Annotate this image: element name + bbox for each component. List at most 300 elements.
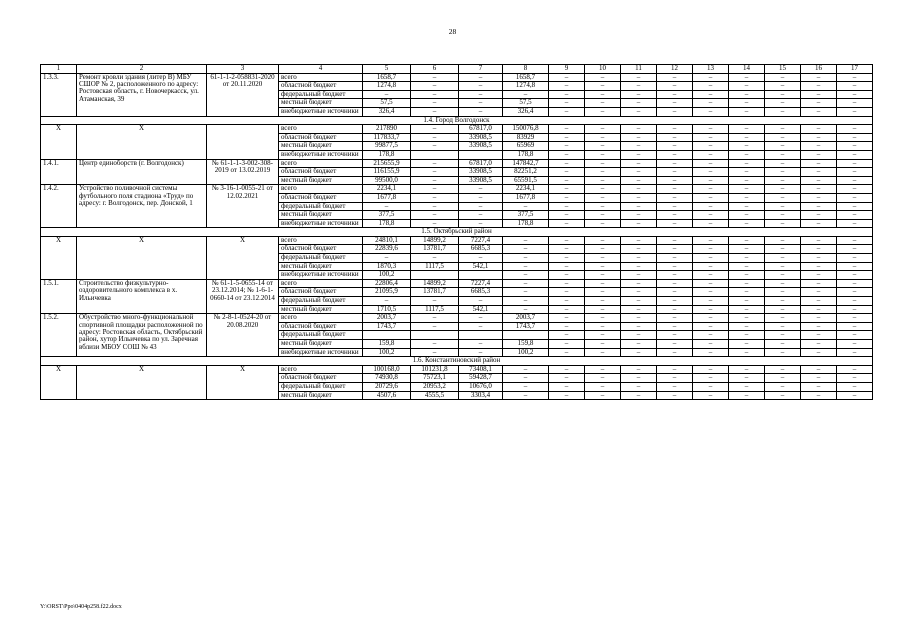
value-col-10: – bbox=[585, 365, 621, 374]
value-col-13: – bbox=[693, 322, 729, 331]
value-col-9: – bbox=[549, 133, 585, 142]
value-col-6: – bbox=[411, 193, 459, 202]
value-col-14: – bbox=[729, 305, 765, 314]
value-col-5 bbox=[363, 331, 411, 340]
value-col-13: – bbox=[693, 365, 729, 374]
funding-source: внебюджетные источники bbox=[279, 107, 363, 116]
value-col-17: – bbox=[837, 168, 873, 177]
value-col-8: 1677,8 bbox=[503, 193, 549, 202]
value-col-17: – bbox=[837, 322, 873, 331]
value-col-17: – bbox=[837, 348, 873, 357]
value-col-13: – bbox=[693, 99, 729, 108]
column-number: 16 bbox=[801, 65, 837, 74]
value-col-15: – bbox=[765, 245, 801, 254]
value-col-17: – bbox=[837, 279, 873, 288]
value-col-15: – bbox=[765, 322, 801, 331]
value-col-16: – bbox=[801, 254, 837, 263]
value-col-16: – bbox=[801, 125, 837, 134]
value-col-8: – bbox=[503, 236, 549, 245]
value-col-9: – bbox=[549, 211, 585, 220]
value-col-17: – bbox=[837, 150, 873, 159]
value-col-5: – bbox=[363, 202, 411, 211]
value-col-8: – bbox=[503, 271, 549, 280]
value-col-8: 2003,7 bbox=[503, 314, 549, 323]
value-col-7 bbox=[459, 150, 503, 159]
funding-source: областной бюджет bbox=[279, 288, 363, 297]
column-number: 1 bbox=[41, 65, 77, 74]
value-col-8: 178,8 bbox=[503, 219, 549, 228]
value-col-9: – bbox=[549, 176, 585, 185]
value-col-11: – bbox=[621, 159, 657, 168]
value-col-7: 7227,4 bbox=[459, 279, 503, 288]
funding-source: федеральный бюджет bbox=[279, 90, 363, 99]
table-row bbox=[41, 236, 873, 245]
value-col-10: – bbox=[585, 348, 621, 357]
value-col-17: – bbox=[837, 142, 873, 151]
value-col-12: – bbox=[657, 176, 693, 185]
column-number: 5 bbox=[363, 65, 411, 74]
value-col-9: – bbox=[549, 262, 585, 271]
value-col-15: – bbox=[765, 133, 801, 142]
value-col-14: – bbox=[729, 185, 765, 194]
value-col-15: – bbox=[765, 107, 801, 116]
value-col-5: 22806,4 bbox=[363, 279, 411, 288]
value-col-13: – bbox=[693, 159, 729, 168]
value-col-5: 2234,1 bbox=[363, 185, 411, 194]
funding-source: федеральный бюджет bbox=[279, 254, 363, 263]
value-col-6: – bbox=[411, 322, 459, 331]
table-row bbox=[41, 125, 873, 134]
value-col-13: – bbox=[693, 348, 729, 357]
value-col-6 bbox=[411, 331, 459, 340]
value-col-5: 178,8 bbox=[363, 150, 411, 159]
value-col-17: – bbox=[837, 297, 873, 306]
value-col-14: – bbox=[729, 331, 765, 340]
value-col-10: – bbox=[585, 90, 621, 99]
value-col-10: – bbox=[585, 245, 621, 254]
item-name: Х bbox=[77, 236, 207, 279]
funding-source: внебюджетные источники bbox=[279, 348, 363, 357]
value-col-7: – bbox=[459, 219, 503, 228]
value-col-8: – bbox=[503, 279, 549, 288]
column-number: 13 bbox=[693, 65, 729, 74]
value-col-7: – bbox=[459, 185, 503, 194]
value-col-17: – bbox=[837, 382, 873, 391]
funding-source: всего bbox=[279, 73, 363, 82]
value-col-13: – bbox=[693, 279, 729, 288]
column-number: 8 bbox=[503, 65, 549, 74]
value-col-13: – bbox=[693, 90, 729, 99]
value-col-12: – bbox=[657, 211, 693, 220]
value-col-12: – bbox=[657, 168, 693, 177]
value-col-10: – bbox=[585, 322, 621, 331]
value-col-5: 1710,5 bbox=[363, 305, 411, 314]
value-col-13: – bbox=[693, 133, 729, 142]
value-col-11: – bbox=[621, 254, 657, 263]
value-col-5: 1677,8 bbox=[363, 193, 411, 202]
value-col-10: – bbox=[585, 73, 621, 82]
value-col-17: – bbox=[837, 107, 873, 116]
value-col-12: – bbox=[657, 219, 693, 228]
column-number: 12 bbox=[657, 65, 693, 74]
funding-source: всего bbox=[279, 125, 363, 134]
value-col-8: 100,2 bbox=[503, 348, 549, 357]
value-col-15: – bbox=[765, 193, 801, 202]
value-col-15: – bbox=[765, 279, 801, 288]
value-col-16: – bbox=[801, 245, 837, 254]
value-col-9: – bbox=[549, 391, 585, 400]
value-col-14: – bbox=[729, 245, 765, 254]
value-col-14: – bbox=[729, 236, 765, 245]
value-col-5: – bbox=[363, 90, 411, 99]
value-col-5: 377,5 bbox=[363, 211, 411, 220]
value-col-8: 57,5 bbox=[503, 99, 549, 108]
value-col-11: – bbox=[621, 382, 657, 391]
value-col-14: – bbox=[729, 374, 765, 383]
value-col-16: – bbox=[801, 142, 837, 151]
funding-source: внебюджетные источники bbox=[279, 150, 363, 159]
item-name: Устройство поливочной системы футбольного поля стадиона «Труд» по адресу: г. Волгодонск, пер. Донской, 1 bbox=[77, 185, 207, 228]
value-col-16: – bbox=[801, 176, 837, 185]
value-col-14: – bbox=[729, 391, 765, 400]
value-col-10: – bbox=[585, 297, 621, 306]
value-col-11: – bbox=[621, 331, 657, 340]
value-col-14: – bbox=[729, 125, 765, 134]
item-name: Центр единоборств (г. Волгодонск) bbox=[77, 159, 207, 185]
column-number: 14 bbox=[729, 65, 765, 74]
value-col-5: 100,2 bbox=[363, 348, 411, 357]
value-col-7: – bbox=[459, 322, 503, 331]
value-col-16: – bbox=[801, 73, 837, 82]
item-number: Х bbox=[41, 125, 77, 159]
value-col-9: – bbox=[549, 168, 585, 177]
value-col-12: – bbox=[657, 236, 693, 245]
funding-source: областной бюджет bbox=[279, 168, 363, 177]
value-col-9: – bbox=[549, 382, 585, 391]
value-col-10: – bbox=[585, 159, 621, 168]
value-col-8: 82251,2 bbox=[503, 168, 549, 177]
funding-source: местный бюджет bbox=[279, 262, 363, 271]
value-col-9: – bbox=[549, 340, 585, 349]
value-col-7: 3303,4 bbox=[459, 391, 503, 400]
value-col-17: – bbox=[837, 254, 873, 263]
value-col-8: 377,5 bbox=[503, 211, 549, 220]
value-col-12: – bbox=[657, 382, 693, 391]
value-col-15: – bbox=[765, 73, 801, 82]
value-col-16: – bbox=[801, 365, 837, 374]
value-col-5: 215655,9 bbox=[363, 159, 411, 168]
value-col-10: – bbox=[585, 340, 621, 349]
value-col-10: – bbox=[585, 219, 621, 228]
value-col-6: – bbox=[411, 297, 459, 306]
column-number: 9 bbox=[549, 65, 585, 74]
value-col-16: – bbox=[801, 297, 837, 306]
value-col-16: – bbox=[801, 322, 837, 331]
value-col-12: – bbox=[657, 193, 693, 202]
value-col-14: – bbox=[729, 99, 765, 108]
value-col-11: – bbox=[621, 211, 657, 220]
value-col-5: 99500,0 bbox=[363, 176, 411, 185]
value-col-11: – bbox=[621, 202, 657, 211]
value-col-13: – bbox=[693, 219, 729, 228]
funding-source: областной бюджет bbox=[279, 245, 363, 254]
value-col-11: – bbox=[621, 365, 657, 374]
value-col-12: – bbox=[657, 297, 693, 306]
value-col-15: – bbox=[765, 262, 801, 271]
value-col-11: – bbox=[621, 271, 657, 280]
section-row bbox=[41, 116, 873, 125]
value-col-15: – bbox=[765, 125, 801, 134]
item-number: 1.4.1. bbox=[41, 159, 77, 185]
value-col-9: – bbox=[549, 142, 585, 151]
value-col-11: – bbox=[621, 236, 657, 245]
value-col-15: – bbox=[765, 382, 801, 391]
value-col-12: – bbox=[657, 314, 693, 323]
item-document: № 61-1-1-3-002-308-2019 от 13.02.2019 bbox=[207, 159, 279, 185]
value-col-15: – bbox=[765, 82, 801, 91]
value-col-6: – bbox=[411, 142, 459, 151]
value-col-15: – bbox=[765, 176, 801, 185]
value-col-16: – bbox=[801, 211, 837, 220]
value-col-6: – bbox=[411, 82, 459, 91]
value-col-5: – bbox=[363, 297, 411, 306]
value-col-5: 1870,3 bbox=[363, 262, 411, 271]
value-col-14: – bbox=[729, 340, 765, 349]
value-col-15: – bbox=[765, 211, 801, 220]
funding-source: местный бюджет bbox=[279, 391, 363, 400]
value-col-9: – bbox=[549, 279, 585, 288]
value-col-10: – bbox=[585, 185, 621, 194]
value-col-11: – bbox=[621, 322, 657, 331]
value-col-5: 100168,0 bbox=[363, 365, 411, 374]
value-col-7: – bbox=[459, 348, 503, 357]
item-document: № 3-16-1-0055-21 от 12.02.2021 bbox=[207, 185, 279, 228]
value-col-6: – bbox=[411, 133, 459, 142]
value-col-9: – bbox=[549, 150, 585, 159]
column-number: 4 bbox=[279, 65, 363, 74]
value-col-13: – bbox=[693, 107, 729, 116]
value-col-17: – bbox=[837, 185, 873, 194]
value-col-13: – bbox=[693, 176, 729, 185]
item-number: Х bbox=[41, 365, 77, 399]
value-col-5: – bbox=[363, 254, 411, 263]
value-col-8: 159,8 bbox=[503, 340, 549, 349]
funding-source: всего bbox=[279, 365, 363, 374]
funding-source: областной бюджет bbox=[279, 374, 363, 383]
value-col-14: – bbox=[729, 82, 765, 91]
value-col-5: 99877,5 bbox=[363, 142, 411, 151]
value-col-13: – bbox=[693, 374, 729, 383]
value-col-14: – bbox=[729, 348, 765, 357]
value-col-6: – bbox=[411, 254, 459, 263]
value-col-10: – bbox=[585, 262, 621, 271]
value-col-9: – bbox=[549, 297, 585, 306]
value-col-9: – bbox=[549, 90, 585, 99]
value-col-5: 2003,7 bbox=[363, 314, 411, 323]
value-col-16: – bbox=[801, 219, 837, 228]
value-col-16: – bbox=[801, 348, 837, 357]
value-col-6: – bbox=[411, 219, 459, 228]
value-col-12: – bbox=[657, 262, 693, 271]
funding-source: федеральный бюджет bbox=[279, 331, 363, 340]
table-row bbox=[41, 314, 873, 323]
page-number: 28 bbox=[448, 27, 457, 36]
value-col-10: – bbox=[585, 211, 621, 220]
value-col-15: – bbox=[765, 168, 801, 177]
value-col-16: – bbox=[801, 82, 837, 91]
value-col-5: 1743,7 bbox=[363, 322, 411, 331]
value-col-13: – bbox=[693, 391, 729, 400]
section-title: 1.5. Октябрьский район bbox=[41, 228, 873, 237]
value-col-14: – bbox=[729, 211, 765, 220]
program-table bbox=[40, 64, 873, 400]
value-col-15: – bbox=[765, 340, 801, 349]
value-col-12: – bbox=[657, 331, 693, 340]
item-document: 61-1-1-2-058831-2020 от 20.11.2020 bbox=[207, 73, 279, 116]
value-col-15: – bbox=[765, 150, 801, 159]
value-col-12: – bbox=[657, 322, 693, 331]
value-col-16: – bbox=[801, 168, 837, 177]
value-col-8: – bbox=[503, 90, 549, 99]
value-col-16: – bbox=[801, 288, 837, 297]
value-col-17: – bbox=[837, 245, 873, 254]
value-col-14: – bbox=[729, 382, 765, 391]
value-col-9: – bbox=[549, 73, 585, 82]
value-col-12: – bbox=[657, 133, 693, 142]
value-col-7: 67817,0 bbox=[459, 125, 503, 134]
value-col-10: – bbox=[585, 288, 621, 297]
value-col-15: – bbox=[765, 271, 801, 280]
value-col-17: – bbox=[837, 176, 873, 185]
value-col-13: – bbox=[693, 185, 729, 194]
value-col-11: – bbox=[621, 150, 657, 159]
value-col-8: – bbox=[503, 297, 549, 306]
value-col-10: – bbox=[585, 107, 621, 116]
value-col-8: 65591,5 bbox=[503, 176, 549, 185]
value-col-11: – bbox=[621, 193, 657, 202]
value-col-17: – bbox=[837, 159, 873, 168]
value-col-16: – bbox=[801, 340, 837, 349]
value-col-8: – bbox=[503, 288, 549, 297]
item-name: Х bbox=[77, 125, 207, 159]
funding-source: всего bbox=[279, 314, 363, 323]
value-col-12: – bbox=[657, 125, 693, 134]
value-col-16: – bbox=[801, 185, 837, 194]
value-col-10: – bbox=[585, 133, 621, 142]
value-col-16: – bbox=[801, 374, 837, 383]
item-name: Строительство физкультурно-оздоровительного комплекса в х. Ильичевка bbox=[77, 279, 207, 313]
funding-source: федеральный бюджет bbox=[279, 382, 363, 391]
item-name: Ремонт кровли здания (литер В) МБУ СШОР № 2, расположенного по адресу: Ростовская область, г. Новочеркасск, ул. Атаманская, 39 bbox=[77, 73, 207, 116]
value-col-8: 178,8 bbox=[503, 150, 549, 159]
value-col-11: – bbox=[621, 142, 657, 151]
value-col-12: – bbox=[657, 73, 693, 82]
item-document: № 2-8-1-0524-20 от 20.08.2020 bbox=[207, 314, 279, 357]
value-col-16: – bbox=[801, 150, 837, 159]
value-col-6: – bbox=[411, 211, 459, 220]
value-col-6: 14899,2 bbox=[411, 236, 459, 245]
value-col-11: – bbox=[621, 374, 657, 383]
funding-source: внебюджетные источники bbox=[279, 271, 363, 280]
value-col-17: – bbox=[837, 99, 873, 108]
item-number: 1.5.1. bbox=[41, 279, 77, 313]
value-col-10: – bbox=[585, 202, 621, 211]
value-col-13: – bbox=[693, 193, 729, 202]
funding-source: местный бюджет bbox=[279, 305, 363, 314]
column-number: 2 bbox=[77, 65, 207, 74]
value-col-8: – bbox=[503, 245, 549, 254]
value-col-12: – bbox=[657, 340, 693, 349]
value-col-17: – bbox=[837, 82, 873, 91]
funding-source: всего bbox=[279, 279, 363, 288]
item-name: Обустройство много-функциональной спортивной площадки расположенной по адресу: Ростовская область, Октябрьский район, хутор Ильичевка по ул. Заречная вблизи МБОУ СОШ № 43 bbox=[77, 314, 207, 357]
funding-source: местный бюджет bbox=[279, 211, 363, 220]
value-col-14: – bbox=[729, 262, 765, 271]
value-col-17: – bbox=[837, 262, 873, 271]
value-col-5: 116155,9 bbox=[363, 168, 411, 177]
value-col-16: – bbox=[801, 202, 837, 211]
value-col-15: – bbox=[765, 90, 801, 99]
value-col-6: 1117,5 bbox=[411, 305, 459, 314]
value-col-13: – bbox=[693, 125, 729, 134]
value-col-7: 73408,1 bbox=[459, 365, 503, 374]
value-col-10: – bbox=[585, 254, 621, 263]
value-col-6: – bbox=[411, 125, 459, 134]
funding-source: федеральный бюджет bbox=[279, 297, 363, 306]
value-col-14: – bbox=[729, 314, 765, 323]
value-col-7: 59428,7 bbox=[459, 374, 503, 383]
section-row bbox=[41, 228, 873, 237]
funding-source: федеральный бюджет bbox=[279, 202, 363, 211]
value-col-17: – bbox=[837, 391, 873, 400]
value-col-11: – bbox=[621, 219, 657, 228]
value-col-16: – bbox=[801, 107, 837, 116]
table-row bbox=[41, 279, 873, 288]
value-col-11: – bbox=[621, 73, 657, 82]
table-row bbox=[41, 73, 873, 82]
value-col-7: 542,1 bbox=[459, 262, 503, 271]
table-row bbox=[41, 185, 873, 194]
value-col-11: – bbox=[621, 305, 657, 314]
value-col-15: – bbox=[765, 99, 801, 108]
value-col-6: 1117,5 bbox=[411, 262, 459, 271]
value-col-5: 217890 bbox=[363, 125, 411, 134]
value-col-14: – bbox=[729, 90, 765, 99]
funding-source: внебюджетные источники bbox=[279, 219, 363, 228]
funding-source: областной бюджет bbox=[279, 322, 363, 331]
funding-source: областной бюджет bbox=[279, 82, 363, 91]
column-number: 3 bbox=[207, 65, 279, 74]
value-col-12: – bbox=[657, 245, 693, 254]
item-number: Х bbox=[41, 236, 77, 279]
value-col-14: – bbox=[729, 150, 765, 159]
value-col-17: – bbox=[837, 340, 873, 349]
value-col-5: 117833,7 bbox=[363, 133, 411, 142]
value-col-8: 326,4 bbox=[503, 107, 549, 116]
value-col-13: – bbox=[693, 245, 729, 254]
value-col-6: – bbox=[411, 99, 459, 108]
value-col-12: – bbox=[657, 90, 693, 99]
value-col-12: – bbox=[657, 99, 693, 108]
value-col-11: – bbox=[621, 279, 657, 288]
value-col-9: – bbox=[549, 159, 585, 168]
value-col-10: – bbox=[585, 82, 621, 91]
value-col-9: – bbox=[549, 331, 585, 340]
value-col-7: – bbox=[459, 73, 503, 82]
value-col-8: – bbox=[503, 305, 549, 314]
funding-source: местный бюджет bbox=[279, 99, 363, 108]
value-col-8: 1743,7 bbox=[503, 322, 549, 331]
